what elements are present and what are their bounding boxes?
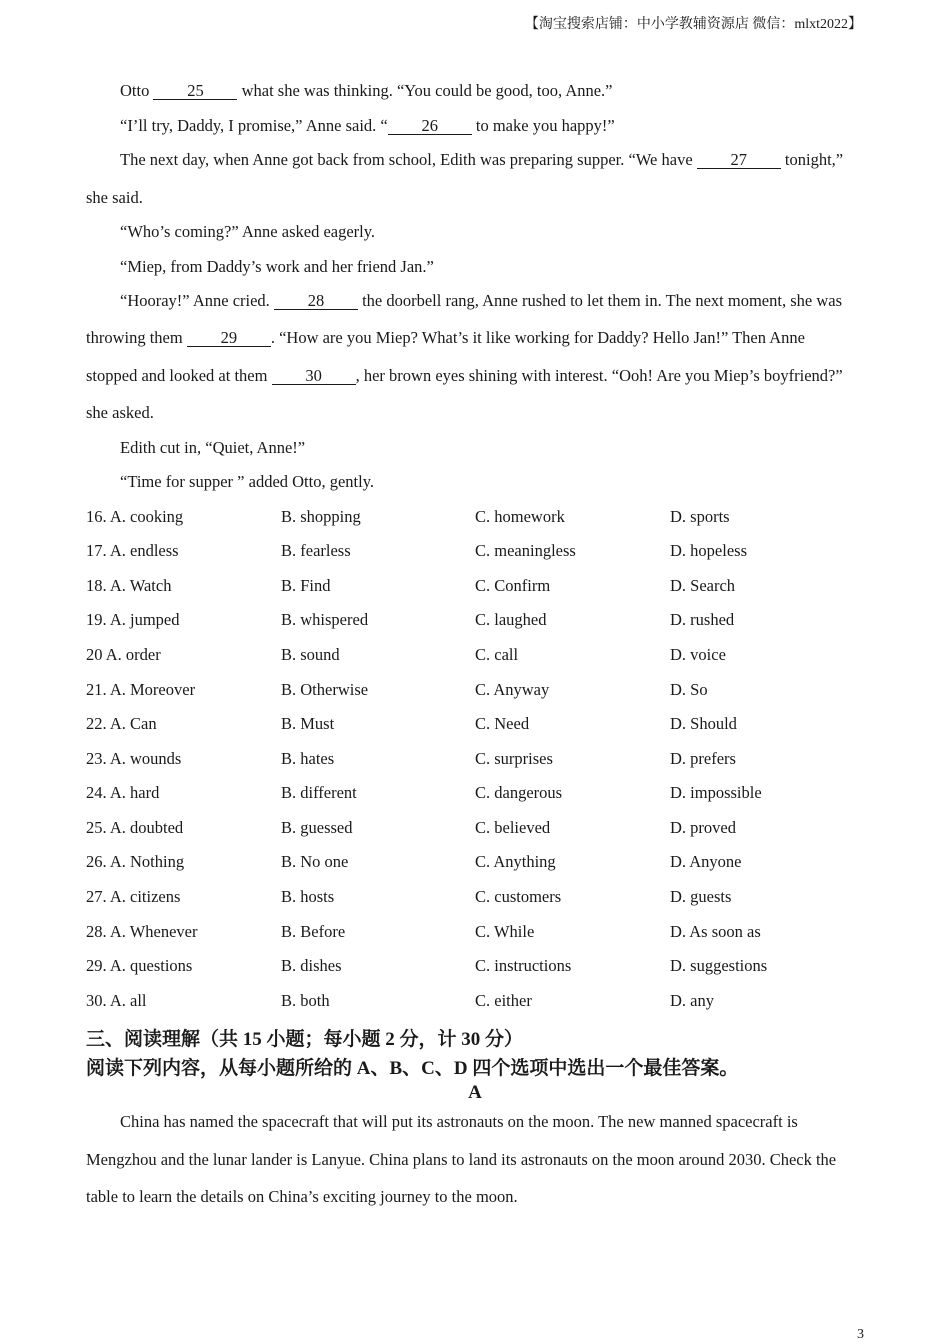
passage-line: Edith cut in, “Quiet, Anne!” — [120, 438, 306, 457]
passage-line: “Time for supper ” added Otto, gently. — [120, 472, 375, 491]
part-label: A — [468, 1082, 482, 1103]
option-row: 21. A. Moreover B. Otherwise C. Anyway D. So — [86, 680, 708, 699]
passage-line: “Miep, from Daddy’s work and her friend Jan.” — [120, 257, 434, 276]
blank-29: 29 — [187, 329, 271, 347]
page-header: 【淘宝搜索店铺：中小学教辅资源店 微信：mlxt2022】 — [524, 17, 862, 32]
reading-line: table to learn the details on China’s exciting journey to the moon. — [86, 1187, 518, 1206]
option-row: 27. A. citizens B. hosts C. customers D. guests — [86, 887, 732, 906]
passage-line: “Hooray!” Anne cried. 28 the doorbell rang, Anne rushed to let them in. The next moment, she was — [120, 291, 842, 310]
option-row: 19. A. jumped B. whispered C. laughed D. rushed — [86, 610, 735, 629]
option-row: 23. A. wounds B. hates C. surprises D. prefers — [86, 749, 736, 768]
reading-line: Mengzhou and the lunar lander is Lanyue. China plans to land its astronauts on the moon around 2030. Check the — [86, 1150, 837, 1169]
section-instruction: 阅读下列内容，从每小题所给的 A、B、C、D 四个选项中选出一个最佳答案。 — [86, 1058, 739, 1079]
option-row: 25. A. doubted B. guessed C. believed D. proved — [86, 818, 736, 837]
option-row: 22. A. Can B. Must C. Need D. Should — [86, 714, 737, 733]
passage-line: “Who’s coming?” Anne asked eagerly. — [120, 222, 376, 241]
option-row: 20 A. order B. sound C. call D. voice — [86, 645, 726, 664]
blank-26: 26 — [388, 117, 472, 135]
option-row: 24. A. hard B. different C. dangerous D. impossible — [86, 783, 762, 802]
passage-line: stopped and looked at them 30 , her brown eyes shining with interest. “Ooh! Are you Miep’s boyfriend?” — [86, 366, 843, 385]
option-row: 17. A. endless B. fearless C. meaningless D. hopeless — [86, 541, 747, 560]
passage-line: she said. — [86, 188, 143, 207]
option-row: 26. A. Nothing B. No one C. Anything D. Anyone — [86, 852, 742, 871]
option-row: 28. A. Whenever B. Before C. While D. As soon as — [86, 922, 761, 941]
passage-line: Otto 25 what she was thinking. “You could be good, too, Anne.” — [120, 81, 613, 100]
option-row: 18. A. Watch B. Find C. Confirm D. Search — [86, 576, 736, 595]
passage-line: The next day, when Anne got back from school, Edith was preparing supper. “We have 27 tonight,” — [120, 150, 844, 169]
passage-line: “I’ll try, Daddy, I promise,” Anne said. “ 26 to make you happy!” — [120, 116, 615, 135]
option-row: 30. A. all B. both C. either D. any — [86, 991, 714, 1010]
page-number: 3 — [857, 1327, 864, 1342]
blank-25: 25 — [153, 82, 237, 100]
section-title: 三、阅读理解（共 15 小题；每小题 2 分，计 30 分） — [86, 1029, 524, 1050]
passage-line: she asked. — [86, 403, 154, 422]
reading-line: China has named the spacecraft that will put its astronauts on the moon. The new manned spacecraft is — [120, 1112, 798, 1131]
option-row: 16. A. cooking B. shopping C. homework D. sports — [86, 507, 730, 526]
passage-line: throwing them 29 . “How are you Miep? What’s it like working for Daddy? Hello Jan!” Then Anne — [86, 328, 805, 347]
blank-27: 27 — [697, 151, 781, 169]
blank-30: 30 — [272, 367, 356, 385]
option-row: 29. A. questions B. dishes C. instructions D. suggestions — [86, 956, 768, 975]
blank-28: 28 — [274, 292, 358, 310]
